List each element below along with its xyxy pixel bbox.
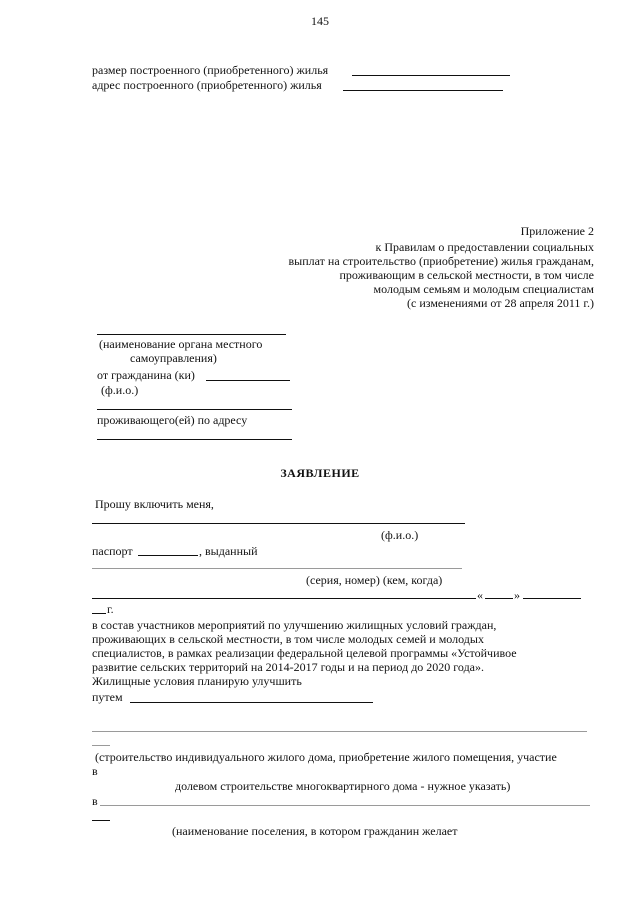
issue-month-field[interactable] <box>523 598 581 599</box>
body-paragraph-line: в состав участников мероприятий по улучшению жилищных условий граждан, <box>92 618 497 632</box>
preposition-label: в <box>92 794 98 808</box>
issue-year-field[interactable] <box>92 613 106 614</box>
built-housing-address-field[interactable] <box>343 90 503 91</box>
appendix-line: проживающим в сельской местности, в том числе <box>339 268 594 282</box>
passport-issued-label: , выданный <box>199 544 258 558</box>
settlement-caption: (наименование поселения, в котором гражданин желает <box>172 824 458 838</box>
passport-caption: (серия, номер) (кем, когда) <box>306 573 443 587</box>
body-paragraph-line: специалистов, в рамках реализации федеральной целевой программы «Устойчивое <box>92 646 517 660</box>
fio-caption: (ф.и.о.) <box>101 383 139 397</box>
appendix-title: Приложение 2 <box>520 224 594 238</box>
citizen-label: от гражданина (ки) <box>97 368 195 382</box>
page-number: 145 <box>311 14 329 28</box>
method-continuation-field[interactable] <box>92 731 587 732</box>
body-paragraph-line: проживающих в сельской местности, в том числе молодых семей и молодых <box>92 632 484 646</box>
authority-name-field[interactable] <box>97 334 286 335</box>
body-paragraph-line: развитие сельских территорий на 2014-2017 годы и на период до 2020 года». <box>92 660 485 674</box>
passport-details-field[interactable] <box>92 568 462 569</box>
preposition-label: в <box>92 764 98 778</box>
appendix-amendment-note: (с изменениями от 28 апреля 2011 г.) <box>407 296 594 310</box>
improvement-method-field[interactable] <box>130 702 373 703</box>
body-paragraph-line: Жилищные условия планирую улучшить <box>92 674 302 688</box>
appendix-line: выплат на строительство (приобретение) жилья гражданам, <box>288 254 594 268</box>
passport-label: паспорт <box>92 544 133 558</box>
authority-name-caption: самоуправления) <box>130 351 217 365</box>
fio-caption: (ф.и.о.) <box>381 528 419 542</box>
appendix-line: молодым семьям и молодым специалистам <box>373 282 594 296</box>
year-suffix: г. <box>107 602 114 616</box>
quote-close: » <box>514 588 520 602</box>
applicant-fio-field[interactable] <box>92 523 465 524</box>
request-text: Прошу включить меня, <box>95 497 214 511</box>
method-continuation-stub <box>92 745 110 746</box>
settlement-field-stub <box>92 820 110 821</box>
built-housing-size-field[interactable] <box>352 75 510 76</box>
built-housing-address-label: адрес построенного (приобретенного) жилья <box>92 78 322 92</box>
settlement-field[interactable] <box>100 805 590 806</box>
document-title: ЗАЯВЛЕНИЕ <box>280 466 360 480</box>
method-label: путем <box>92 690 123 704</box>
built-housing-size-label: размер построенного (приобретенного) жилья <box>92 63 329 77</box>
method-caption: (строительство индивидуального жилого дома, приобретение жилого помещения, участие <box>95 750 557 764</box>
citizen-name-field[interactable] <box>206 380 290 381</box>
quote-open: « <box>477 588 483 602</box>
method-caption: долевом строительстве многоквартирного дома - нужное указать) <box>175 779 511 793</box>
passport-issuer-field[interactable] <box>92 598 476 599</box>
authority-name-caption: (наименование органа местного <box>99 337 263 351</box>
appendix-line: к Правилам о предоставлении социальных <box>375 240 594 254</box>
issue-day-field[interactable] <box>485 598 513 599</box>
passport-number-field[interactable] <box>138 555 198 556</box>
residence-label: проживающего(ей) по адресу <box>97 413 248 427</box>
citizen-fio-field[interactable] <box>97 409 292 410</box>
residence-address-field[interactable] <box>97 439 292 440</box>
